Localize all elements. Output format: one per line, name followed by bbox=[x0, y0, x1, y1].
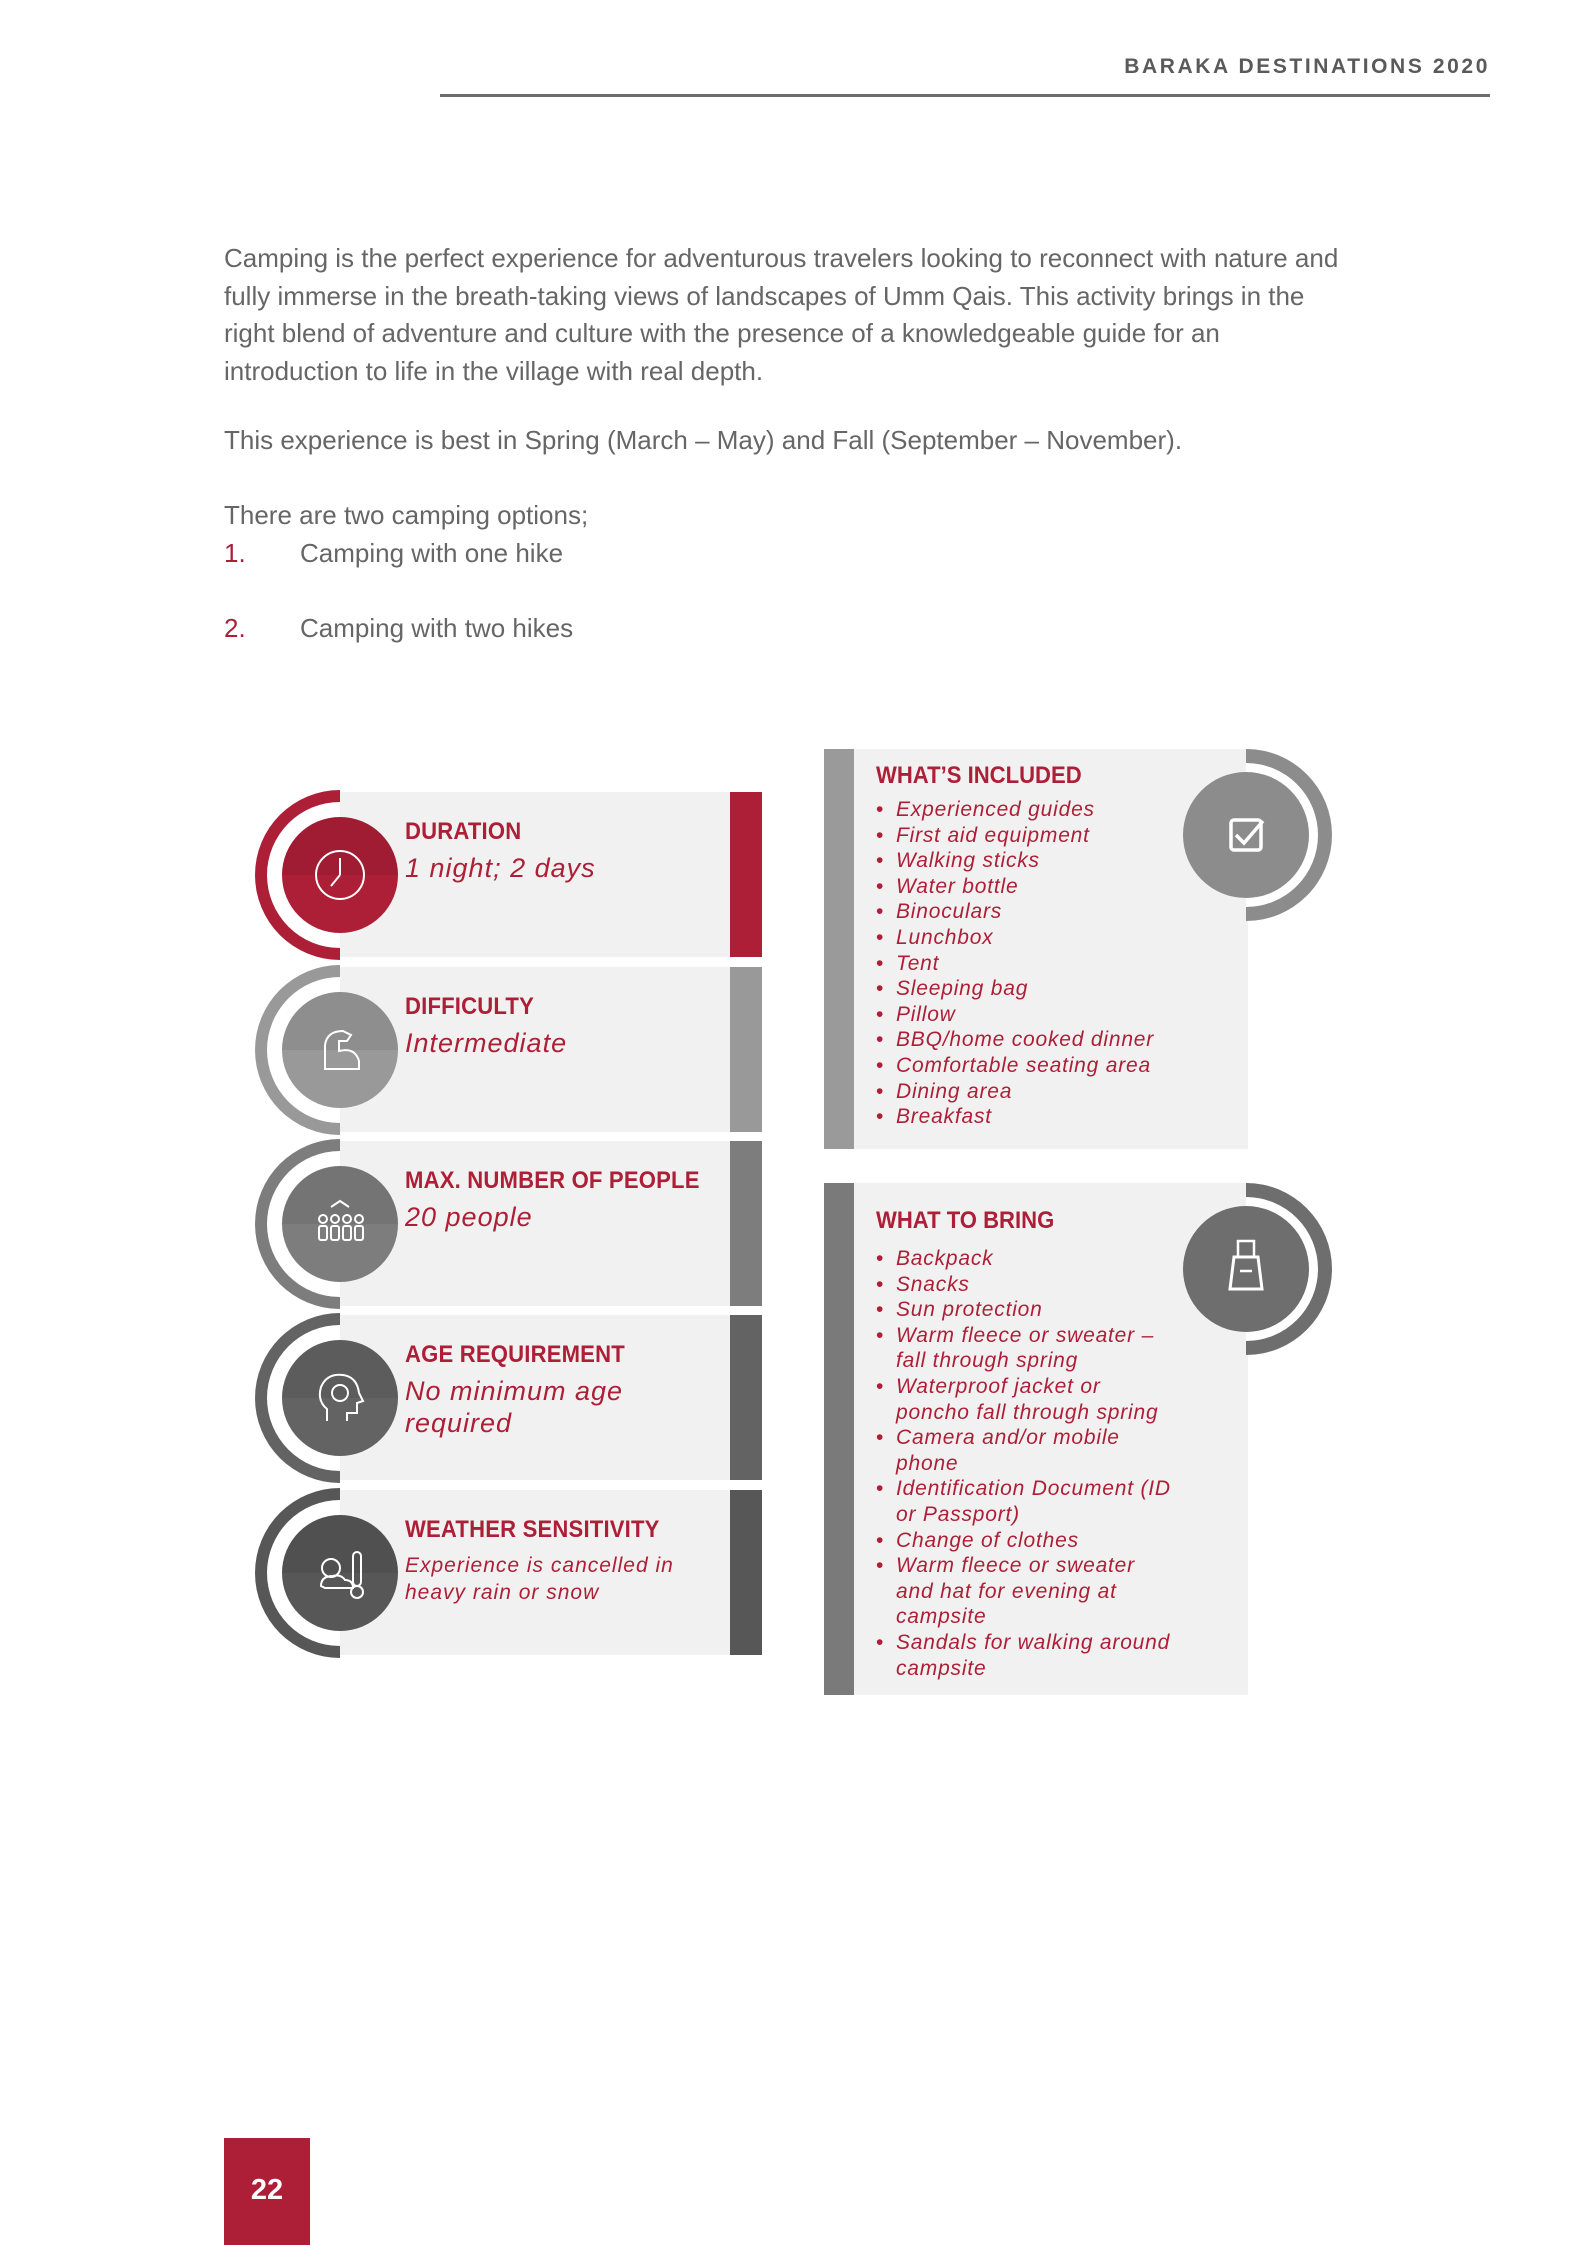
card-label: DIFFICULTY bbox=[405, 993, 534, 1020]
bring-title: WHAT TO BRING bbox=[876, 1207, 1055, 1234]
clock-icon bbox=[255, 790, 425, 960]
bring-list bbox=[876, 1246, 1176, 1681]
panel-side-bar bbox=[824, 1183, 854, 1695]
card-label: AGE REQUIREMENT bbox=[405, 1341, 625, 1368]
card-value: 20 people bbox=[405, 1202, 533, 1232]
list-item: • Change of clothes bbox=[876, 1528, 1176, 1554]
list-item: • Water bottle bbox=[876, 874, 1176, 900]
season-text: This experience is best in Spring (March – May) and Fall (September – November). bbox=[224, 425, 1183, 455]
card-label: MAX. NUMBER OF PEOPLE bbox=[405, 1167, 700, 1194]
option-number: 2. bbox=[224, 613, 246, 643]
option-number: 1. bbox=[224, 538, 246, 568]
list-item: • Pillow bbox=[876, 1002, 1176, 1028]
list-item: • Lunchbox bbox=[876, 925, 1176, 951]
list-item: • Sandals for walking around campsite bbox=[876, 1630, 1176, 1681]
intro-text: Camping is the perfect experience for adventurous travelers looking to reconnect with nature and fully immerse in the breath-taking views of landscapes of Umm Qais. This activity brings in the right blend of adventure and culture with the presence of a knowledgeable guide for an introduction to life in the village with real depth. bbox=[224, 243, 1339, 386]
card-label: WEATHER SENSITIVITY bbox=[405, 1516, 660, 1543]
panel-side-bar bbox=[824, 749, 854, 1149]
flexed-arm-icon bbox=[255, 965, 425, 1135]
page-number-box bbox=[224, 2138, 310, 2245]
document-header-title: BARAKA DESTINATIONS 2020 bbox=[1124, 55, 1490, 78]
list-item: • Waterproof jacket or poncho fall through spring bbox=[876, 1374, 1176, 1425]
list-item: • Experienced guides bbox=[876, 797, 1176, 823]
list-item: • Sun protection bbox=[876, 1297, 1176, 1323]
option-text: Camping with one hike bbox=[300, 538, 564, 568]
list-item: • Backpack bbox=[876, 1246, 1176, 1272]
card-label: DURATION bbox=[405, 818, 522, 845]
list-item: • Breakfast bbox=[876, 1104, 1176, 1130]
checklist-icon bbox=[1160, 749, 1332, 921]
included-list bbox=[876, 797, 1176, 1130]
included-title: WHAT’S INCLUDED bbox=[876, 762, 1082, 789]
page-number: 22 bbox=[250, 2174, 284, 2206]
list-item: • Warm fleece or sweater – fall through spring bbox=[876, 1323, 1176, 1374]
head-gear-icon bbox=[255, 1313, 425, 1483]
list-item: • Snacks bbox=[876, 1272, 1176, 1298]
intro-paragraph bbox=[224, 240, 1374, 390]
backpack-icon bbox=[1160, 1183, 1332, 1355]
list-item: • Sleeping bag bbox=[876, 976, 1176, 1002]
list-item: • Dining area bbox=[876, 1079, 1176, 1105]
list-item: • Walking sticks bbox=[876, 848, 1176, 874]
list-item: • First aid equipment bbox=[876, 823, 1176, 849]
list-item: • Tent bbox=[876, 951, 1176, 977]
list-item: • Camera and/or mobile phone bbox=[876, 1425, 1176, 1476]
card-value: Intermediate bbox=[405, 1028, 568, 1058]
card-value: No minimum age required bbox=[405, 1376, 624, 1438]
card-value: 1 night; 2 days bbox=[405, 853, 596, 883]
card-value: Experience is cancelled in heavy rain or snow bbox=[405, 1554, 674, 1604]
weather-thermometer-icon bbox=[255, 1488, 425, 1658]
list-item: • BBQ/home cooked dinner bbox=[876, 1027, 1176, 1053]
options-lead: There are two camping options; bbox=[224, 500, 589, 530]
option-text: Camping with two hikes bbox=[300, 613, 574, 643]
people-group-icon bbox=[255, 1139, 425, 1309]
list-item: • Warm fleece or sweater and hat for evening at campsite bbox=[876, 1553, 1176, 1630]
list-item: • Binoculars bbox=[876, 899, 1176, 925]
header-divider bbox=[440, 94, 1490, 97]
list-item: • Identification Document (ID or Passport) bbox=[876, 1476, 1176, 1527]
list-item: • Comfortable seating area bbox=[876, 1053, 1176, 1079]
